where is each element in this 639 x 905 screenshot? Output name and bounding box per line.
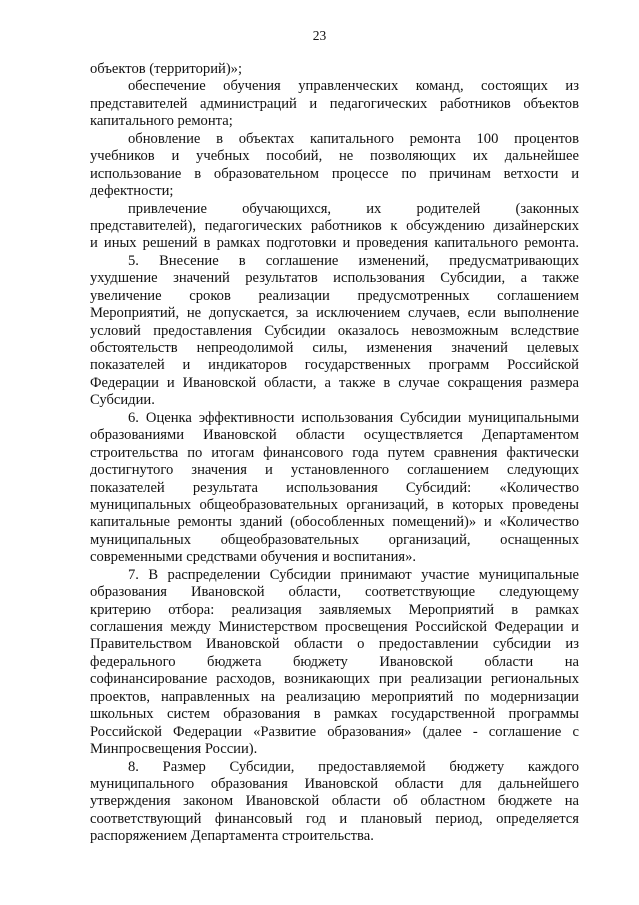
text-line: муниципальных общеобразовательных организаций, в которых проведены [90, 496, 579, 513]
text-line: соответствующий финансовый год и плановый период, определяется [90, 810, 579, 827]
page-number: 23 [312, 28, 327, 43]
text-line: утверждения законом Ивановской области об областном бюджете на [90, 793, 579, 810]
text-line: капитальные ремонты зданий (обособленных помещений)» и «Количество [90, 514, 579, 531]
text-line: использование в образовательном процессе по причинам ветхости и [90, 165, 579, 182]
text-line: проектов, направленных на реализацию мероприятий по модернизации [90, 688, 579, 705]
text-line: увеличение сроков реализации предусмотренных соглашением [90, 287, 579, 304]
text-line: представителей), педагогических работников к обсуждению дизайнерских [90, 217, 579, 234]
text-line: современными средствами обучения и воспитания». [90, 549, 417, 566]
text-line: дефектности; [90, 183, 174, 200]
text-line: обстоятельств непреодолимой силы, изменения значений целевых [90, 340, 579, 356]
text-line: 8. Размер Субсидии, предоставляемой бюджету каждого [128, 758, 579, 775]
text-line: ухудшение значений результатов использования Субсидии, а также [90, 270, 579, 287]
text-line: Федерации и Ивановской области, а также в случае сокращения размера [90, 374, 579, 391]
text-line: образования Ивановской области, соответствующие следующему [90, 584, 579, 601]
text-line: достигнутого значения и установленного соглашением следующих [90, 462, 579, 479]
text-line: представителей администраций и педагогических работников объектов [90, 95, 579, 112]
text-line: 6. Оценка эффективности использования Субсидии муниципальными [128, 409, 579, 426]
text-line: муниципальных общеобразовательных организаций, оснащенных [90, 531, 579, 548]
text-line: Минпросвещения России). [90, 741, 258, 758]
text-line: федерального бюджета бюджету Ивановской области на [90, 653, 579, 670]
text-line: Правительством Ивановской области о предоставлении субсидии из [90, 636, 579, 653]
text-line: показателей и индикаторов государственных программ Российской [90, 357, 579, 374]
text-line: соглашения между Министерством просвещения Российской Федерации и [90, 619, 579, 635]
text-line: критерию отбора: реализация заявляемых Мероприятий в рамках [90, 601, 579, 618]
text-line: 7. В распределении Субсидии принимают участие муниципальные [128, 566, 579, 583]
text-line: учебников и учебных пособий, не позволяющих их дальнейшее [90, 148, 579, 165]
body-text [90, 61, 579, 846]
text-line: образованиями Ивановской области осуществляется Департаментом [90, 427, 579, 444]
text-line: показателей результата использования Субсидий: «Количество [90, 479, 579, 496]
text-line: школьных систем образования в рамках государственной программы [90, 706, 579, 723]
text-line: Мероприятий, не допускается, за исключением случаев, если выполнение [90, 305, 579, 322]
text-line: распоряжением Департамента строительства. [90, 828, 374, 845]
text-line: обеспечение обучения управленческих команд, состоящих из [128, 78, 579, 95]
text-line: обновление в объектах капитального ремонта 100 процентов [128, 130, 579, 147]
text-line: условий предоставления Субсидии оказалось невозможным вследствие [90, 322, 579, 339]
text-line: Российской Федерации «Развитие образования» (далее - соглашение с [90, 723, 579, 740]
text-line: 5. Внесение в соглашение изменений, предусматривающих [128, 252, 579, 269]
text-line: софинансирование расходов, возникающих при реализации региональных [90, 671, 579, 688]
text-line: строительства по итогам финансового года путем сравнения фактически [90, 444, 579, 461]
text-line: муниципального образования Ивановской области для дальнейшего [90, 775, 579, 792]
text-line: объектов (территорий)»; [90, 61, 243, 77]
text-line: и иных решений в рамках подготовки и проведения капитального ремонта. [90, 235, 579, 252]
text-line: капитального ремонта; [90, 113, 233, 130]
text-line: Субсидии. [90, 392, 155, 409]
text-line: привлечение обучающихся, их родителей (законных [128, 200, 579, 217]
